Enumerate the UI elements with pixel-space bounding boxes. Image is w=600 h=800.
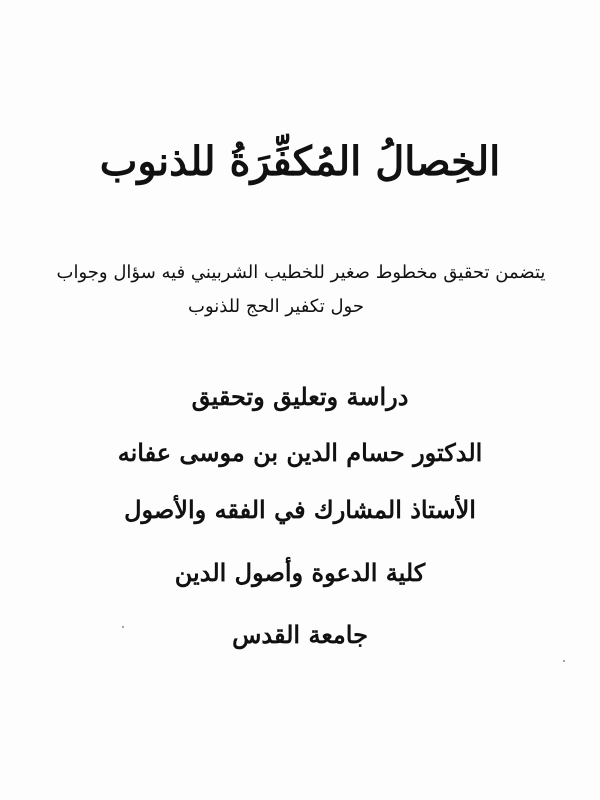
- book-title: الخِصالُ المُكفِّرَةُ للذنوب: [99, 138, 501, 185]
- author-name: الدكتور حسام الدين بن موسى عفانه: [117, 438, 483, 467]
- scan-speck: [563, 660, 565, 662]
- university-name: جامعة القدس: [232, 620, 368, 649]
- faculty-name: كلية الدعوة وأصول الدين: [174, 558, 426, 587]
- credit-study-note: دراسة وتعليق وتحقيق: [191, 382, 409, 411]
- author-position: الأستاذ المشارك في الفقه والأصول: [124, 495, 476, 524]
- subtitle-line-2: حول تكفير الحج للذنوب: [188, 296, 364, 317]
- scan-speck: [122, 626, 124, 628]
- subtitle-line-1: يتضمن تحقيق مخطوط صغير للخطيب الشربيني فيه سؤال وجواب: [56, 262, 546, 283]
